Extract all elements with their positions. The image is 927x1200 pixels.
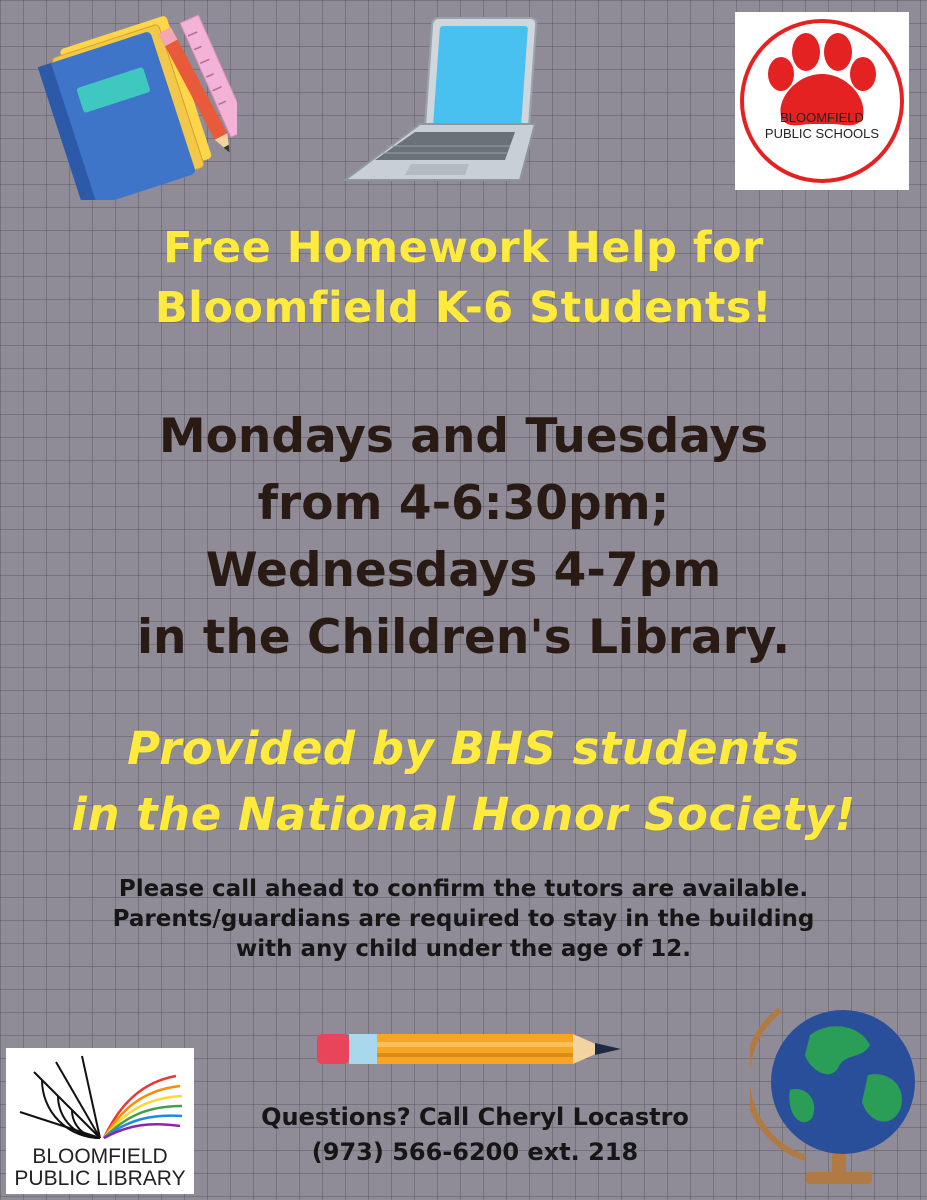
schedule-line3: Wednesdays 4-7pm xyxy=(205,543,722,598)
rainbow-book-icon xyxy=(12,1052,188,1144)
headline xyxy=(0,218,927,338)
schedule-line1: Mondays and Tuesdays xyxy=(158,409,769,464)
library-logo-line2: PUBLIC LIBRARY xyxy=(14,1167,186,1190)
laptop-icon xyxy=(335,12,550,192)
notice xyxy=(0,874,927,964)
contact-line1: Questions? Call Cheryl Locastro xyxy=(261,1103,689,1131)
library-logo-line1: BLOOMFIELD xyxy=(32,1145,168,1168)
notice-line3: with any child under the age of 12. xyxy=(236,936,691,962)
provider xyxy=(0,716,927,848)
schools-logo xyxy=(735,12,909,190)
pencil-icon xyxy=(315,1030,625,1070)
schedule xyxy=(0,403,927,671)
schools-logo-line2: PUBLIC SCHOOLS xyxy=(764,126,880,141)
globe-icon xyxy=(750,990,920,1195)
schedule-line2: from 4-6:30pm; xyxy=(257,476,670,531)
provider-line1: Provided by BHS students xyxy=(127,722,800,775)
notebooks-icon xyxy=(22,10,237,200)
paw-print-icon xyxy=(735,12,909,190)
contact xyxy=(200,1100,750,1170)
schools-logo-line1: BLOOMFIELD xyxy=(780,110,864,125)
notice-line2: Parents/guardians are required to stay in the building xyxy=(112,906,815,932)
headline-line2: Bloomfield K-6 Students! xyxy=(154,283,773,333)
provider-line2: in the National Honor Society! xyxy=(71,788,856,841)
headline-line1: Free Homework Help for xyxy=(163,223,764,273)
schedule-line4: in the Children's Library. xyxy=(136,610,791,665)
library-logo xyxy=(6,1048,194,1194)
contact-line2: (973) 566-6200 ext. 218 xyxy=(311,1138,639,1166)
notice-line1: Please call ahead to confirm the tutors are available. xyxy=(118,876,809,902)
